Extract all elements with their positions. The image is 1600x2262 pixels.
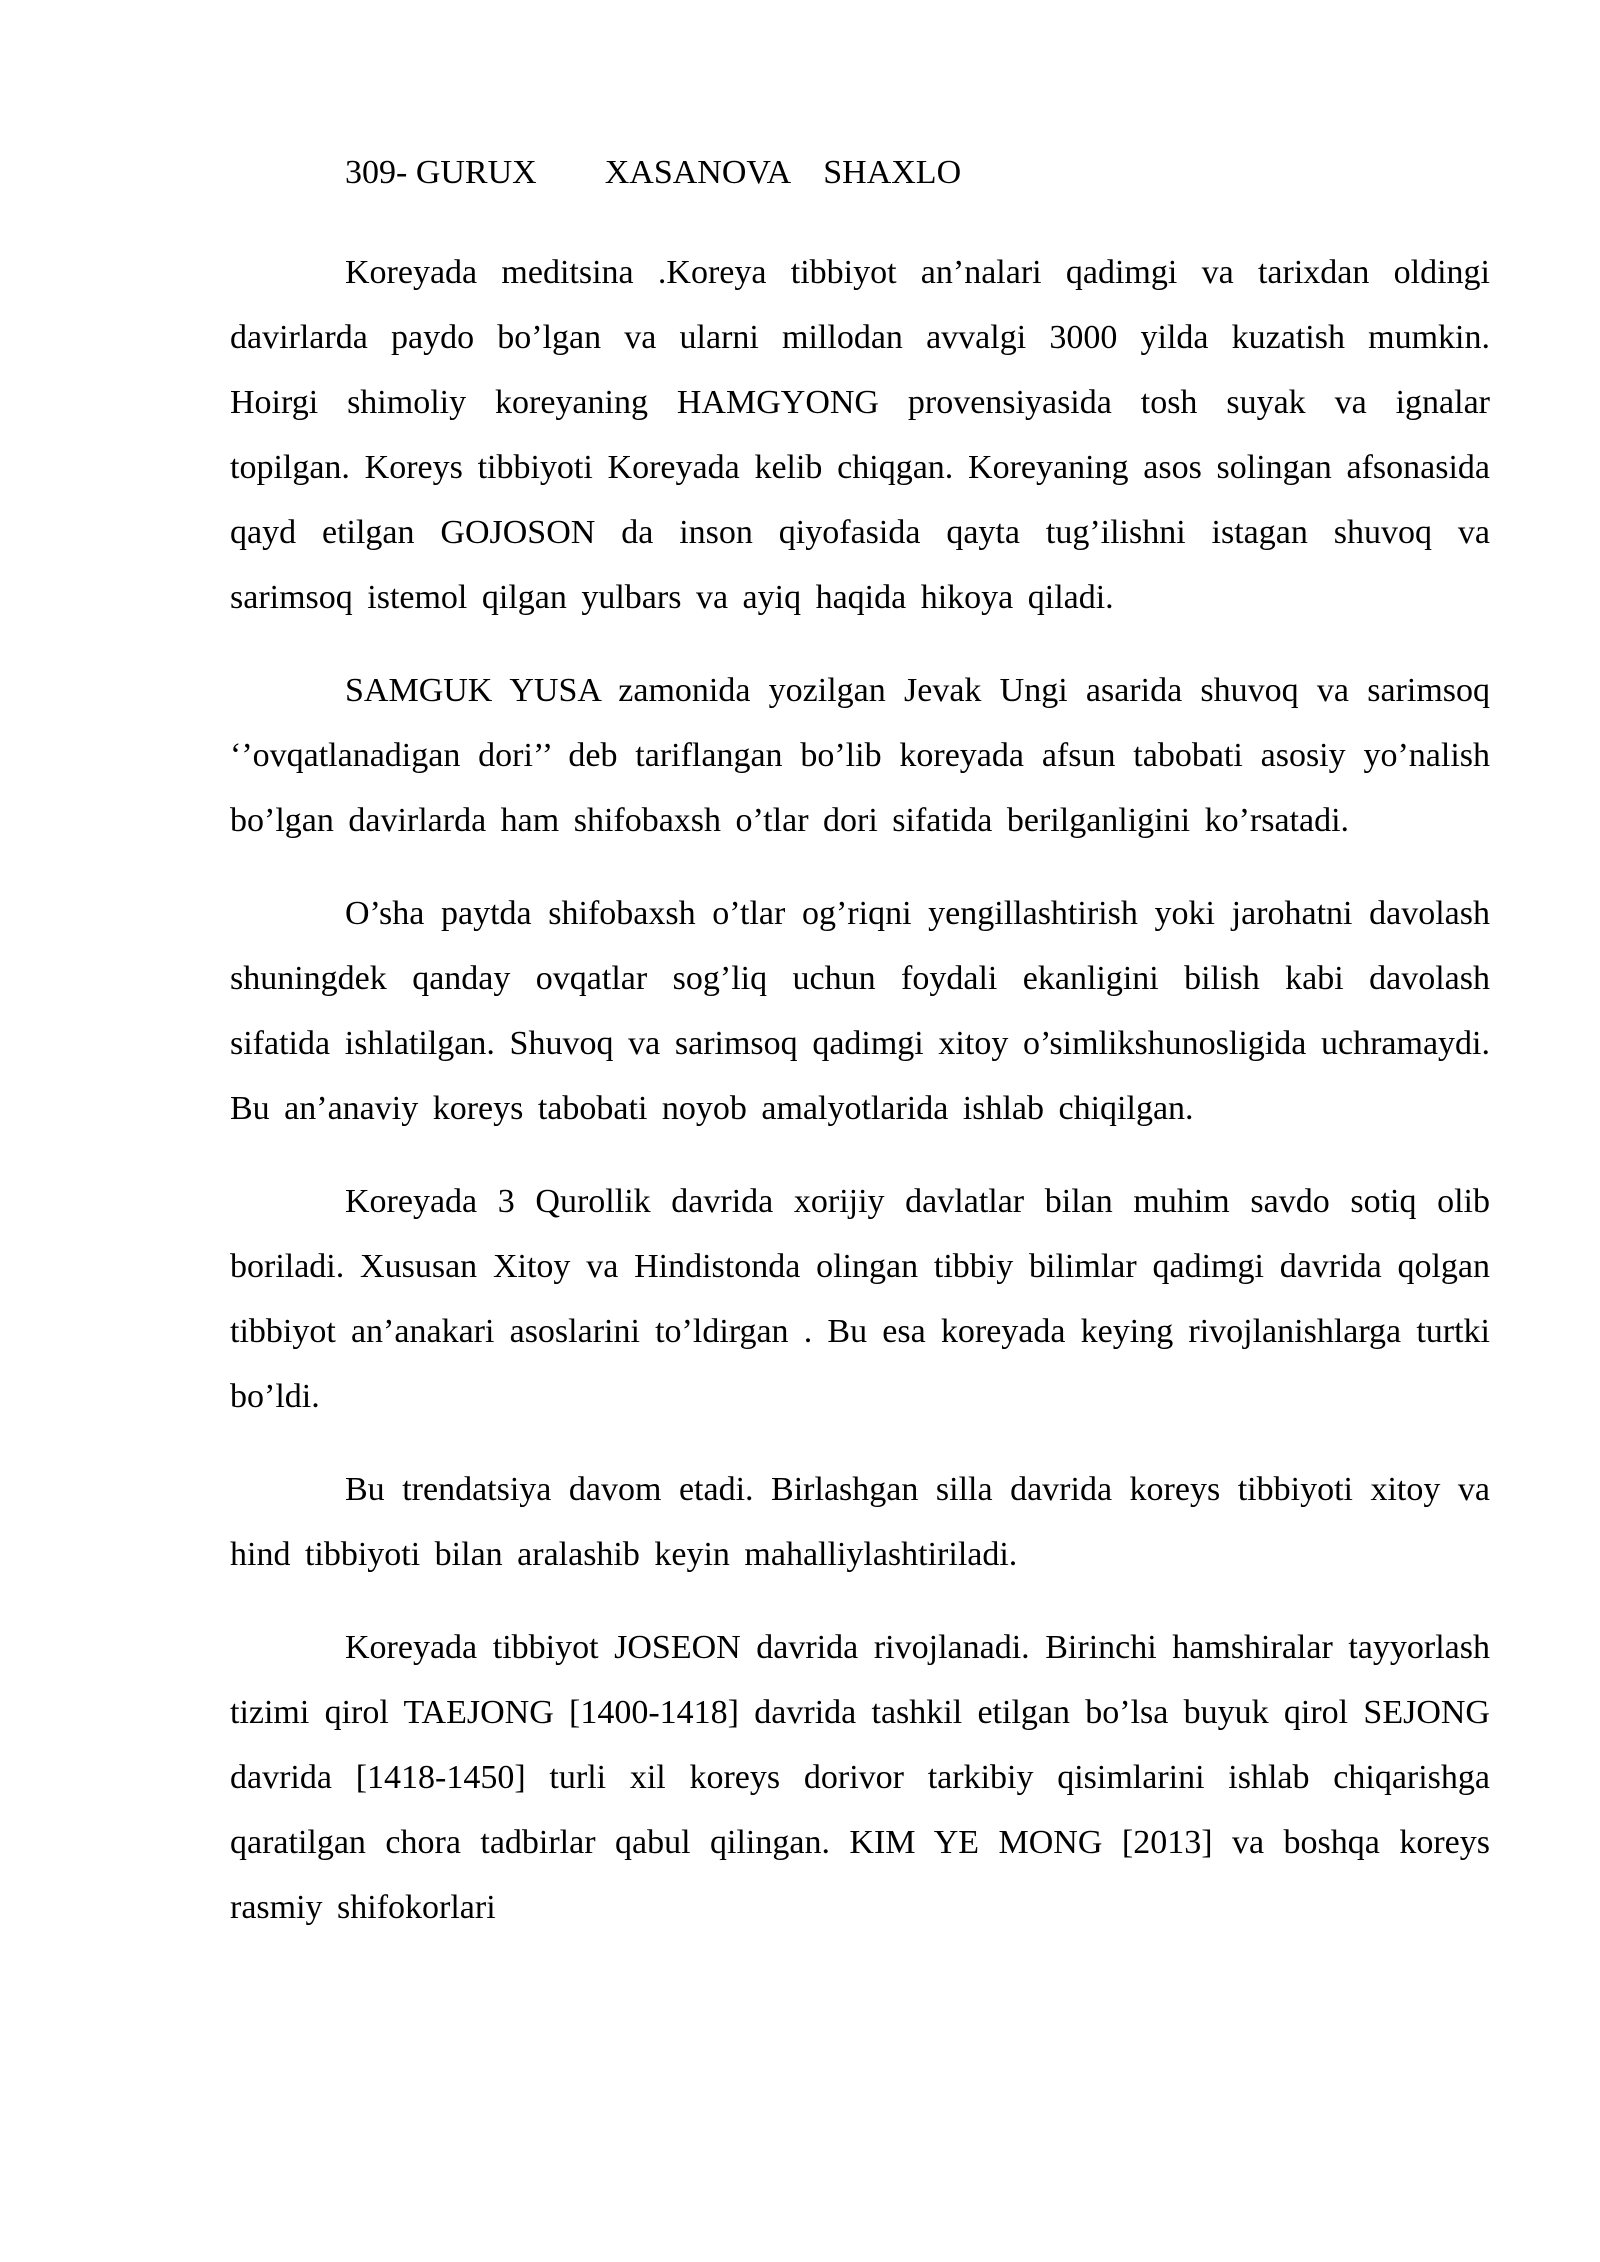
paragraph-4: Koreyada 3 Qurollik davrida xorijiy davlatlar bilan muhim savdo sotiq olib boriladi. Xususan Xitoy va Hindistonda olingan tibbiy bilimlar qadimgi davrida qolgan tibbiyot an’anakari asoslarini to’ldirgan . Bu esa koreyada keying rivojlanishlarga turtki bo’ldi.	[230, 1183, 1490, 1415]
paragraph-3: O’sha paytda shifobaxsh o’tlar og’riqni yengillashtirish yoki jarohatni davolash shuningdek qanday ovqatlar sog’liq uchun foydali ekanligini bilish kabi davolash sifatida ishlatilgan. Shuvoq va sarimsoq qadimgi xitoy o’simlikshunosligida uchramaydi. Bu an’anaviy koreys tabobati noyob amalyotlarida ishlab chiqilgan.	[230, 895, 1490, 1127]
paragraph-5: Bu trendatsiya davom etadi. Birlashgan silla davrida koreys tibbiyoti xitoy va hind tibbiyoti bilan aralashib keyin mahalliylashtiriladi.	[230, 1471, 1490, 1573]
document-body	[230, 148, 1490, 1968]
paragraph-6: Koreyada tibbiyot JOSEON davrida rivojlanadi. Birinchi hamshiralar tayyorlash tizimi qirol TAEJONG [1400-1418] davrida tashkil etilgan bo’lsa buyuk qirol SEJONG davrida [1418-1450] turli xil koreys dorivor tarkibiy qisimlarini ishlab chiqarishga qaratilgan chora tadbirlar qabul qilingan. KIM YE MONG [2013] va boshqa koreys rasmiy shifokorlari	[230, 1629, 1490, 1926]
paragraph-2: SAMGUK YUSA zamonida yozilgan Jevak Ungi asarida shuvoq va sarimsoq ‘’ovqatlanadigan dori’’ deb tariflangan bo’lib koreyada afsun tabobati asosiy yo’nalish bo’lgan davirlarda ham shifobaxsh o’tlar dori sifatida berilganligini ko’rsatadi.	[230, 672, 1490, 839]
paragraph-1: Koreyada meditsina .Koreya tibbiyot an’nalari qadimgi va tarixdan oldingi davirlarda paydo bo’lgan va ularni millodan avvalgi 3000 yilda kuzatish mumkin. Hoirgi shimoliy koreyaning HAMGYONG provensiyasida tosh suyak va ignalar topilgan. Koreys tibbiyoti Koreyada kelib chiqgan. Koreyaning asos solingan afsonasida qayd etilgan GOJOSON da inson qiyofasida qayta tug’ilishni istagan shuvoq va sarimsoq istemol qilgan yulbars va ayiq haqida hikoya qiladi.	[230, 254, 1490, 616]
document-header: 309- GURUX XASANOVA SHAXLO	[345, 154, 962, 191]
